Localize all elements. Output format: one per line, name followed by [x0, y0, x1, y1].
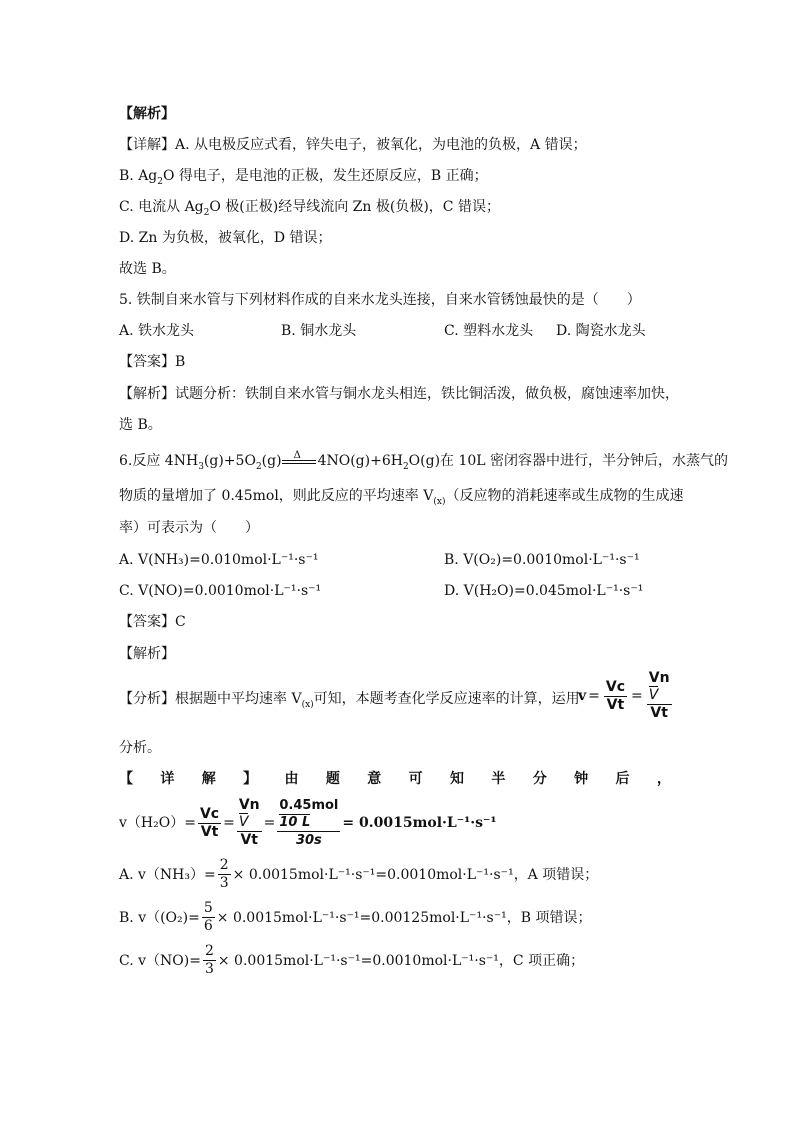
subscript: 2 [402, 461, 409, 472]
conclusion-line: 故选 B。 [119, 261, 176, 277]
numerator: 5 [203, 900, 213, 916]
q5-option-a: A. 铁水龙头 [119, 323, 195, 339]
q5-option-b: B. 铜水龙头 [281, 323, 357, 339]
formula-symbol: v [578, 688, 587, 704]
denominator: 3 [204, 961, 214, 977]
denominator: Vt [200, 823, 219, 840]
formula-rest: × 0.0015mol·L⁻¹·s⁻¹=0.0010mol·L⁻¹·s⁻¹ [232, 866, 514, 883]
text: 物质的量增加了 0.45mol，则此反应的平均速率 V [119, 488, 434, 504]
char: 意 [367, 771, 382, 787]
verdict: ，A 项错误； [513, 866, 599, 883]
subscript: (x) [433, 496, 446, 507]
formula-rest: × 0.0015mol·L⁻¹·s⁻¹=0.0010mol·L⁻¹·s⁻¹ [217, 952, 499, 969]
numerator-bottom: V [648, 687, 659, 703]
option-b-calc [119, 900, 591, 935]
option-c-calc [119, 943, 584, 978]
denominator: 3 [219, 875, 229, 891]
char: 钟 [574, 771, 589, 787]
numerator-bottom: V [238, 814, 249, 830]
subscript: 2 [255, 461, 262, 472]
numerator [277, 797, 340, 832]
detail-spread-line [119, 769, 671, 789]
numerator-top: 0.45mol [279, 798, 339, 813]
q6-option-d: D. V(H₂O)=0.045mol·L⁻¹·s⁻¹ [444, 583, 644, 599]
compound-fraction [647, 670, 672, 722]
q5-answer: 【答案】B [119, 354, 186, 370]
fraction [202, 900, 215, 935]
detail-line-b [119, 166, 488, 186]
char: 知 [450, 771, 464, 787]
formula-equals: = [263, 815, 276, 831]
denominator: Vt [606, 696, 625, 713]
char: 【 [119, 771, 133, 787]
q5-option-c: C. 塑料水龙头 [444, 323, 534, 339]
subscript: 2 [203, 207, 210, 218]
rate-formula [578, 670, 674, 722]
formula-equals: = [223, 815, 235, 831]
q6-option-b: B. V(O₂)=0.0010mol·L⁻¹·s⁻¹ [444, 552, 640, 568]
section-heading-analysis: 【解析】 [119, 106, 175, 122]
subscript: 2 [157, 176, 163, 187]
verdict: ，B 项错误； [506, 909, 592, 926]
fraction [604, 679, 627, 714]
numerator: 2 [204, 943, 214, 959]
denominator: 6 [203, 918, 213, 934]
q6-analysis-line [119, 689, 580, 709]
char: 由 [284, 771, 299, 787]
formula-equals: = [631, 688, 643, 704]
text: O 极(正极)经导线流向 Zn 极(负极)，C 错误； [209, 199, 500, 215]
numerator-bottom: 10 L [279, 815, 311, 830]
compound-fraction [237, 797, 262, 849]
text: 可知，本题考查化学反应速率的计算，运用 [313, 691, 580, 707]
text: (g) [261, 453, 282, 469]
denominator: Vt [240, 832, 258, 848]
denominator: 30s [295, 833, 322, 848]
arrow-line [282, 460, 316, 461]
formula-lead: C. v（NO)= [119, 952, 201, 969]
heat-symbol: Δ [293, 450, 301, 461]
char: 题 [325, 771, 340, 787]
numerator: Vc [199, 805, 220, 822]
fraction [218, 857, 231, 892]
char: 】 [243, 771, 258, 787]
numerator: 2 [219, 857, 229, 873]
q6-answer: 【答案】C [119, 614, 186, 630]
char: 可 [408, 771, 423, 787]
detail-line-a: 【详解】A. 从电极反应式看，锌失电子，被氧化，为电池的负极，A 错误； [119, 137, 587, 153]
numerator [237, 797, 262, 832]
subscript: (x) [301, 699, 314, 710]
formula-lead: v（H₂O）= [119, 815, 196, 831]
q6-analysis-tail: 分析。 [119, 740, 161, 756]
question-6-stem-line-2 [119, 486, 683, 506]
char: 详 [160, 771, 175, 787]
char: 分 [532, 771, 547, 787]
char: 半 [491, 771, 506, 787]
question-6-stem-line-3: 率）可表示为（ ） [119, 520, 259, 536]
q5-analysis-line-1: 【解析】试题分析：铁制自来水管与铜水龙头相连，铁比铜活泼，做负极，腐蚀速率加快， [119, 386, 679, 402]
text: （反应物的消耗速率或生成物的生成速 [445, 488, 684, 504]
q6-analysis-heading: 【解析】 [119, 646, 175, 662]
question-6-stem-line-1 [119, 451, 728, 471]
text: 4NO(g)+6H [317, 453, 403, 469]
text: 6.反应 4NH [119, 453, 199, 469]
text: O 得电子，是电池的正极，发生还原反应，B 正确； [163, 168, 488, 184]
fraction [203, 943, 216, 978]
h2o-rate-formula [119, 797, 497, 849]
q6-option-c: C. V(NO)=0.0010mol·L⁻¹·s⁻¹ [119, 583, 322, 599]
numerator [647, 670, 672, 705]
formula-lead: B. v（(O₂)= [119, 909, 200, 926]
option-a-calc [119, 857, 598, 892]
q5-analysis-line-2: 选 B。 [119, 417, 162, 433]
text: C. 电流从 Ag [119, 199, 204, 215]
q5-option-d: D. 陶瓷水龙头 [556, 323, 646, 339]
char: ， [656, 771, 671, 787]
numerator-top: Vn [238, 797, 260, 813]
compound-fraction [277, 797, 340, 849]
verdict: ，C 项正确； [498, 952, 585, 969]
reversible-heat-arrow-icon [282, 452, 318, 470]
subscript: 3 [198, 461, 204, 472]
formula-rest: × 0.0015mol·L⁻¹·s⁻¹=0.00125mol·L⁻¹·s⁻¹ [216, 909, 507, 926]
formula-lead: A. v（NH₃）= [119, 866, 216, 883]
question-5-stem: 5. 铁制自来水管与下列材料作成的自来水龙头连接，自来水管锈蚀最快的是（ ） [119, 292, 641, 308]
fraction [198, 806, 221, 841]
q6-option-a: A. V(NH₃)=0.010mol·L⁻¹·s⁻¹ [119, 552, 319, 568]
text: B. Ag [119, 168, 158, 184]
detail-line-c [119, 197, 500, 217]
arrow-line [282, 463, 316, 464]
numerator-top: Vn [648, 670, 670, 686]
char: 解 [201, 771, 216, 787]
denominator: Vt [650, 705, 668, 721]
numerator: Vc [605, 678, 626, 695]
formula-equals: = [588, 688, 600, 704]
text: O(g)在 10L 密闭容器中进行，半分钟后，水蒸气的 [408, 453, 729, 469]
text: 【分析】根据题中平均速率 V [119, 691, 302, 707]
text: (g)+5O [203, 453, 256, 469]
char: 后 [615, 771, 630, 787]
formula-result: = 0.0015mol·L⁻¹·s⁻¹ [342, 815, 497, 831]
detail-line-d: D. Zn 为负极，被氧化，D 错误； [119, 230, 332, 246]
